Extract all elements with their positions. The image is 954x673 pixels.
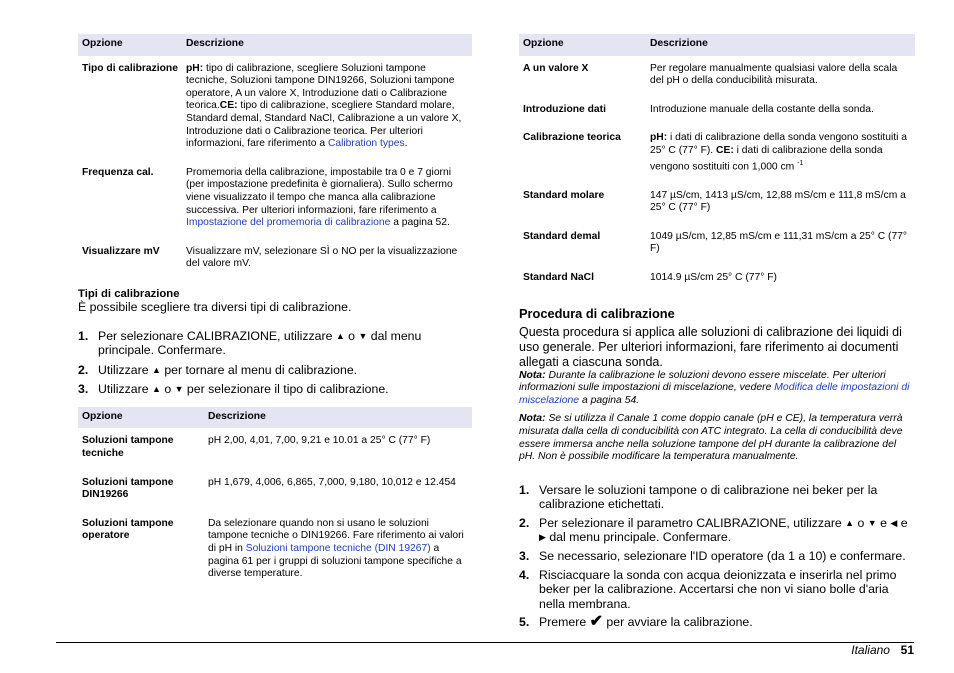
option-label: Calibrazione teorica bbox=[523, 132, 621, 144]
text-run: Introduzione manuale della costante della sonda. bbox=[650, 103, 874, 115]
superscript: -1 bbox=[797, 159, 804, 167]
text-run: tipo di calibrazione, scegliere Soluzioni tampone tecniche, Soluzioni tampone DIN19266, Soluzioni tampone operatore, A un valore X, Introduzione dati o Calibrazione teorica. bbox=[186, 62, 455, 112]
option-label: Visualizzare mV bbox=[82, 245, 160, 257]
option-description bbox=[182, 56, 472, 160]
text-run: Da selezionare quando non si usano le soluzioni tampone tecniche o DIN19266. Fare riferimento ai valori di pH in bbox=[208, 517, 464, 555]
page-number: 51 bbox=[900, 643, 914, 657]
option-label: Soluzioni tampone DIN19266 bbox=[82, 476, 174, 501]
note-mixing bbox=[519, 370, 915, 408]
step-number: 2. bbox=[78, 362, 89, 377]
text-run: Se si utilizza il Canale 1 come doppio canale (pH e CE), la temperatura verrà misurata dalla cella di conducibilità con ATC integrato. La cella di conducibilità deve essere immersa anche nella soluzione tampone del pH durante la calibrazione del pH. Non è possibile modificare la temperatura manualmente. bbox=[519, 413, 903, 463]
up-arrow-icon: ▲ bbox=[151, 384, 161, 395]
list-item bbox=[519, 516, 915, 545]
text-run: Versare le soluzioni tampone o di calibrazione nei beker per la calibrazione etichettati. bbox=[539, 482, 878, 512]
text-run: i dati di calibrazione della sonda vengono sostituiti a 25° C (77° F). bbox=[650, 132, 907, 156]
text-run: Durante la calibrazione le soluzioni devono essere miscelate. Per ulteriori informazioni sulle impostazioni di miscelazione, vedere bbox=[519, 369, 886, 394]
text-run: o bbox=[160, 382, 175, 397]
step-number: 3. bbox=[519, 549, 530, 564]
step-number: 2. bbox=[519, 515, 530, 530]
table-row bbox=[78, 56, 472, 160]
list-item bbox=[78, 382, 472, 397]
list-item bbox=[519, 568, 915, 612]
text-run: Per regolare manualmente qualsiasi valore della scala del pH o della conducibilità misurata. bbox=[650, 62, 898, 87]
step-number: 1. bbox=[78, 328, 89, 343]
text-run: Utilizzare bbox=[98, 382, 152, 397]
table-row bbox=[519, 183, 915, 224]
text-run: a pagina 54. bbox=[579, 394, 640, 406]
option-label: Soluzioni tampone tecniche bbox=[82, 435, 174, 460]
right-arrow-icon: ▶ bbox=[539, 532, 546, 543]
text-run: Utilizzare bbox=[98, 362, 152, 377]
text-run: a pagina 52. bbox=[390, 217, 450, 229]
procedure-steps bbox=[519, 483, 915, 630]
footer-language: Italiano bbox=[851, 643, 890, 657]
section-title: Tipi di calibrazione bbox=[78, 287, 180, 300]
left-arrow-icon: ◀ bbox=[890, 517, 898, 528]
table-row bbox=[519, 97, 915, 126]
text-run: e bbox=[897, 515, 908, 530]
option-description bbox=[646, 183, 915, 224]
section-intro: È possibile scegliere tra diversi tipi di calibrazione. bbox=[78, 299, 352, 314]
cross-reference-link[interactable]: Modifica delle impostazioni di miscelazione bbox=[519, 382, 910, 406]
footer-rule bbox=[56, 642, 914, 643]
table-row bbox=[78, 470, 472, 511]
option-label: Soluzioni tampone operatore bbox=[82, 517, 174, 542]
option-label: Introduzione dati bbox=[523, 103, 606, 115]
header-description: Descrizione bbox=[646, 34, 915, 56]
option-description bbox=[204, 470, 472, 511]
check-icon: ✔ bbox=[589, 613, 603, 631]
down-arrow-icon: ▼ bbox=[174, 384, 184, 395]
text-run: per selezionare il tipo di calibrazione. bbox=[183, 382, 389, 397]
text-run: Per selezionare CALIBRAZIONE, utilizzare bbox=[98, 328, 336, 343]
text-run: dal menu principale. Confermare. bbox=[98, 328, 422, 358]
header-option: Opzione bbox=[78, 407, 204, 429]
table-row bbox=[519, 265, 915, 294]
text-run: Se necessario, selezionare l'ID operatore (da 1 a 10) e confermare. bbox=[539, 549, 906, 564]
option-description bbox=[646, 97, 915, 126]
text-run: . bbox=[404, 138, 408, 150]
text-run: 147 µS/cm, 1413 µS/cm, 12,88 mS/cm e 111,8 mS/cm a 25° C (77° F) bbox=[650, 189, 906, 214]
text-run: Premere bbox=[539, 615, 590, 630]
option-description bbox=[204, 511, 472, 590]
step-number: 4. bbox=[519, 567, 530, 582]
option-label: Standard molare bbox=[523, 189, 605, 201]
option-label: Standard NaCl bbox=[523, 271, 594, 283]
cross-reference-link[interactable]: Impostazione del promemoria di calibrazione bbox=[186, 217, 391, 229]
option-description bbox=[646, 56, 915, 97]
option-description bbox=[182, 239, 472, 280]
procedure-heading: Procedura di calibrazione bbox=[519, 305, 675, 321]
option-description bbox=[182, 160, 472, 239]
bold-label: CE: bbox=[716, 144, 734, 156]
bold-label: Nota: bbox=[519, 369, 546, 381]
list-item bbox=[78, 363, 472, 378]
up-arrow-icon: ▲ bbox=[151, 364, 161, 375]
text-run: per avviare la calibrazione. bbox=[602, 615, 753, 630]
table-row bbox=[78, 239, 472, 280]
table-row bbox=[78, 160, 472, 239]
option-description bbox=[646, 265, 915, 294]
text-run: 1014.9 µS/cm 25° C (77° F) bbox=[650, 271, 777, 283]
text-run: e bbox=[876, 515, 891, 530]
text-run: Risciacquare la sonda con acqua deionizzata e inserirla nel primo beker per la calibrazione. Accertarsi che non vi siano bolle d'aria nella membrana. bbox=[539, 567, 897, 611]
table-row bbox=[519, 56, 915, 97]
text-run: a pagina 61 per i gruppi di soluzioni tampone specifiche a diverse temperature. bbox=[208, 543, 462, 580]
option-description bbox=[646, 224, 915, 265]
list-item bbox=[78, 329, 472, 358]
text-run: tipo di calibrazione, scegliere Standard molare, Standard demal, Standard NaCl, Calibrazione a un valore X, Introduzione dati o Calibrazione teorica. Per ulteriori informazioni, fare riferimento a bbox=[186, 100, 462, 150]
up-arrow-icon: ▲ bbox=[845, 517, 855, 528]
bold-label: CE: bbox=[219, 100, 238, 112]
down-arrow-icon: ▼ bbox=[358, 330, 368, 341]
text-run: pH 2,00, 4,01, 7,00, 9,21 e 10.01 a 25° C (77° F) bbox=[208, 435, 431, 447]
text-run: Promemoria della calibrazione, impostabile tra 0 e 7 giorni (per impostazione predefinita è giornaliera). Sullo schermo viene visualizzato il tempo che manca alla calibrazione successiva. Per ulteriori informazioni, fare riferimento a bbox=[186, 166, 453, 216]
left-steps bbox=[78, 329, 472, 397]
text-run: o bbox=[854, 515, 868, 530]
option-label: Frequenza cal. bbox=[82, 166, 154, 178]
up-arrow-icon: ▲ bbox=[335, 330, 345, 341]
text-run: per tornare al menu di calibrazione. bbox=[160, 362, 358, 377]
calibration-options-table bbox=[519, 34, 915, 294]
header-description: Descrizione bbox=[182, 34, 472, 56]
text-run: pH 1,679, 4,006, 6,865, 7,000, 9,180, 10,012 e 12.454 bbox=[208, 476, 456, 488]
option-description bbox=[204, 428, 472, 469]
left-column bbox=[78, 34, 472, 590]
cross-reference-link[interactable]: Soluzioni tampone tecniche (DIN 19267) bbox=[245, 543, 431, 555]
bold-label: pH: bbox=[650, 132, 668, 144]
table-row bbox=[78, 428, 472, 469]
text-run: Per selezionare il parametro CALIBRAZIONE, utilizzare bbox=[539, 515, 846, 530]
list-item bbox=[519, 549, 915, 564]
table-row bbox=[519, 224, 915, 265]
right-column bbox=[519, 34, 915, 634]
options-table bbox=[78, 34, 472, 280]
step-number: 1. bbox=[519, 482, 530, 497]
bold-label: pH: bbox=[186, 62, 204, 74]
header-option: Opzione bbox=[519, 34, 646, 56]
text-run: o bbox=[344, 328, 359, 343]
text-run: 1049 µS/cm, 12,85 mS/cm e 111,31 mS/cm a 25° C (77° F) bbox=[650, 230, 908, 255]
list-item bbox=[519, 483, 915, 512]
option-description bbox=[646, 125, 915, 182]
text-run: Visualizzare mV, selezionare SÌ o NO per la visualizzazione del valore mV. bbox=[186, 245, 458, 270]
text-run: i dati di calibrazione della sonda vengono sostituiti con 1,000 cm bbox=[650, 144, 883, 172]
footer bbox=[851, 643, 914, 657]
option-label: A un valore X bbox=[523, 62, 589, 74]
text-run: dal menu principale. Confermare. bbox=[545, 530, 732, 545]
option-label: Tipo di calibrazione bbox=[82, 62, 178, 74]
down-arrow-icon: ▼ bbox=[867, 517, 877, 528]
header-description: Descrizione bbox=[204, 407, 472, 429]
list-item bbox=[519, 615, 915, 630]
calibration-types-section bbox=[78, 288, 472, 315]
step-number: 3. bbox=[78, 382, 89, 397]
calibration-types-table bbox=[78, 407, 472, 590]
table-row bbox=[519, 125, 915, 182]
option-label: Standard demal bbox=[523, 230, 601, 242]
step-number: 5. bbox=[519, 615, 530, 630]
note-dual-channel bbox=[519, 413, 915, 463]
cross-reference-link[interactable]: Calibration types bbox=[327, 138, 405, 150]
procedure-intro: Questa procedura si applica alle soluzioni di calibrazione dei liquidi di uso generale. Per ulteriori informazioni, fare riferimento ai documenti allegati a ciascuna sonda. bbox=[519, 324, 902, 369]
bold-label: Nota: bbox=[519, 413, 546, 425]
header-option: Opzione bbox=[78, 34, 182, 56]
table-row bbox=[78, 511, 472, 590]
